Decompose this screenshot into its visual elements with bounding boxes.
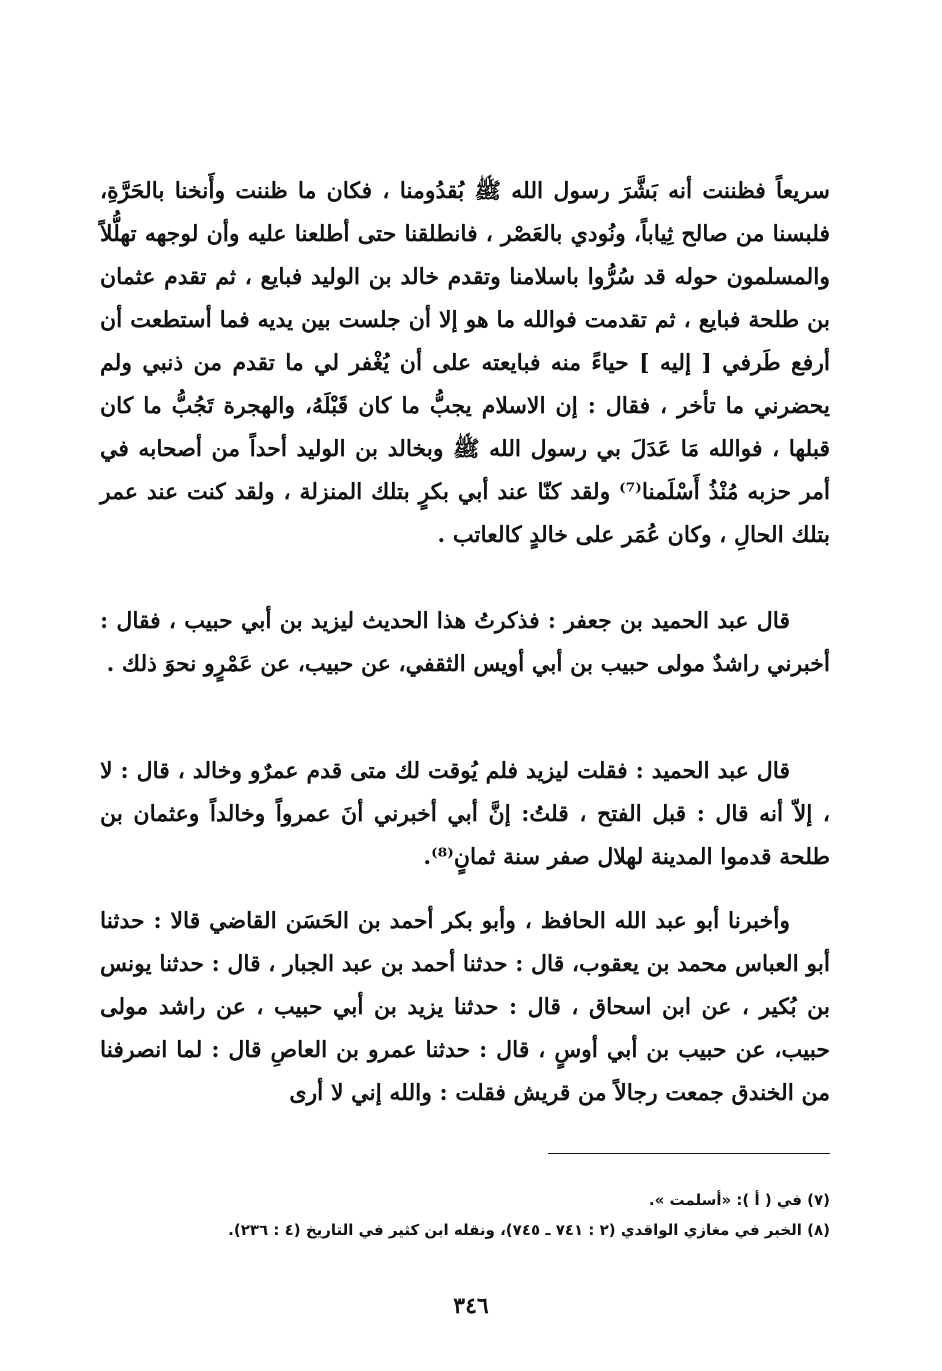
paragraph-2: قال عبد الحميد بن جعفر : فذكرتُ هذا الحديث ليزيد بن أبي حبيب ، فقال : أخبرني راشدٌ مولى حبيب بن أبي أويس الثقفي، عن حبيب، عن عَمْرٍو نحوَ ذلك . — [100, 608, 830, 677]
footnotes — [100, 1185, 830, 1245]
footnote-8: (٨) الخبر في مغازي الواقدي (٢ : ٧٤١ ـ ٧٤٥)، ونقله ابن كثير في التاريخ (٤ : ٢٣٦). — [228, 1221, 830, 1239]
paragraph-1: سريعاً فظننت أنه بَشَّرَ رسول الله ﷺ بُقدُومنا ، فكان ما ظننت وأَنخنا بالحَرَّةِ، فلبسنا من صالح ثِياباً، ونُودي بالعَصْر ، فانطلقنا حتى أطلعنا عليه وأن لوجهه تهلُّلاً والمسلمون حوله قد سُرُّوا باسلامنا وتقدم خالد بن الوليد فبايع ، ثم تقدم عثمان بن طلحة فبايع ، ثم تقدمت فوالله ما هو إلا أن جلست بين يديه فما أستطعت أن أرفع طَرفي [ إليه ] حياءً منه فبايعته على أن يُغْفر لي ما تقدم من ذنبي ولم يحضرني ما تأخر ، فقال : إن الاسلام يجبُّ ما كان قَبْلَهُ، والهجرة تَجُبُّ ما كان قبلها ، فوالله مَا عَدَلَ بي رسول الله ﷺ وبخالد بن الوليد أحداً من أصحابه في أمر حزبه مُنْذُ أَسْلَمنا⁽⁷⁾ ولقد كنّا عند أبي بكرٍ بتلك المنزلة ، ولقد كنت عند عمر بتلك الحالِ ، وكان عُمَر على خالدٍ كالعاتب . — [100, 178, 830, 548]
page-number: ٣٤٦ — [453, 1293, 489, 1319]
paragraph-3: قال عبد الحميد : فقلت ليزيد فلم يُوقت لك متى قدم عمرٌو وخالد ، قال : لا ، إلاّ أنه قال : قبل الفتح ، قلتُ: إنَّ أبي أخبرني أنَ عمرواً وخالداً وعثمان بن طلحة قدموا المدينة لهلال صفر سنة ثمانٍ⁽⁸⁾. — [100, 758, 830, 870]
footnote-7: (٧) في ( أ ): «أسلمت ». — [648, 1191, 830, 1209]
paragraph-4: وأخبرنا أبو عبد الله الحافظ ، وأبو بكر أحمد بن الحَسَن القاضي قالا : حدثنا أبو العباس محمد بن يعقوب، قال : حدثنا أحمد بن عبد الجبار ، قال : حدثنا يونس بن بُكير ، عن ابن اسحاق ، قال : حدثنا يزيد بن أبي حبيب ، عن راشد مولى حبيب، عن حبيب بن أبي أوسٍ ، قال : حدثنا عمرو بن العاصِ قال : لما انصرفنا من الخندق جمعت رجالاً من قريش فقلت : والله إني لا أرى — [100, 908, 830, 1106]
footnote-divider — [548, 1153, 830, 1154]
